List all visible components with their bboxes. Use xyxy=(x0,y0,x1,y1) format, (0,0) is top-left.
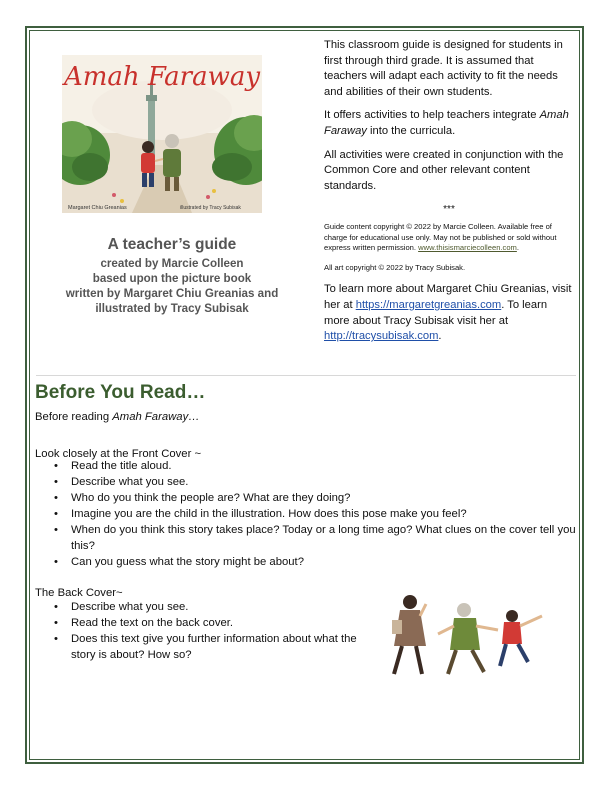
front-cover-list xyxy=(36,458,591,570)
book-title-italic: Amah Faraway xyxy=(324,109,569,137)
list-item: • Does this text give you further information about what the story is about? How so? xyxy=(71,631,361,663)
text: Guide content copyright © 2022 by Marcie Colleen. Available free of charge for educational use only. May not be published or sold without express written permission. xyxy=(324,221,557,253)
margaret-website-link[interactable]: https://margaretgreanias.com xyxy=(355,298,502,311)
text: into the curricula. xyxy=(366,124,456,137)
cover-title: Amah Faraway xyxy=(63,62,261,92)
back-cover-list xyxy=(36,599,361,663)
list-item: • Describe what you see. xyxy=(71,474,591,490)
list-item: • Read the title aloud. xyxy=(71,458,591,474)
list-item: • Who do you think the people are? What are they doing? xyxy=(71,490,591,506)
section-divider xyxy=(36,375,576,376)
front-cover-heading: Look closely at the Front Cover ~ xyxy=(35,448,202,460)
text: . xyxy=(516,243,519,253)
list-item: • Imagine you are the child in the illustration. How does this pose make you feel? xyxy=(71,506,591,522)
cover-author-credit: Margaret Chiu Greanias xyxy=(68,205,127,211)
text: To learn more about Margaret Chiu Greanias, visit her at xyxy=(324,283,572,311)
book-title-italic: Amah Faraway… xyxy=(112,411,200,423)
art-copyright: All art copyright © 2022 by Tracy Subisak. xyxy=(324,262,466,272)
intro-paragraph: This classroom guide is designed for students in first through third grade. It is assumed that teachers will adapt each activity to fit the needs and abilities of their own students. xyxy=(324,39,563,98)
list-item: • Can you guess what the story might be about? xyxy=(71,554,591,570)
guide-credit-line: based upon the picture book xyxy=(92,272,252,285)
guide-credit-line: illustrated by Tracy Subisak xyxy=(95,302,249,315)
marcie-website-link[interactable]: www.thisismarciecolleen.com xyxy=(418,243,517,253)
walking-family-illustration xyxy=(372,588,552,680)
cover-illustrator-credit: illustrated by Tracy Subisak xyxy=(180,205,241,211)
separator-stars: *** xyxy=(443,204,455,216)
guide-title: A teacher’s guide xyxy=(107,236,237,253)
standards-paragraph: All activities were created in conjunction with the Common Core and other relevant content standards. xyxy=(324,148,564,192)
book-cover-image xyxy=(62,55,262,213)
guide-credit-line: written by Margaret Chiu Greanias and xyxy=(65,287,279,300)
guide-credits xyxy=(33,256,311,316)
guide-credit-line: created by Marcie Colleen xyxy=(100,257,244,270)
tracy-website-link[interactable]: http://tracysubisak.com xyxy=(324,330,439,343)
text: . xyxy=(438,330,442,343)
learn-more-paragraph xyxy=(324,282,574,344)
section-title: Before You Read… xyxy=(35,382,206,403)
list-item: • Read the text on the back cover. xyxy=(71,615,361,631)
text: It offers activities to help teachers integrate xyxy=(324,109,540,122)
section-intro xyxy=(35,409,200,425)
list-item: • Describe what you see. xyxy=(71,599,361,615)
guide-copyright xyxy=(324,222,574,254)
text: Before reading xyxy=(35,411,113,423)
text: . To learn more about Tracy Subisak visit her at xyxy=(324,298,548,327)
integration-paragraph xyxy=(324,108,574,139)
back-cover-heading: The Back Cover~ xyxy=(35,587,123,599)
list-item: • When do you think this story takes place? Today or a long time ago? What clues on the cover tell you this? xyxy=(71,522,591,554)
intro-column xyxy=(324,38,574,353)
